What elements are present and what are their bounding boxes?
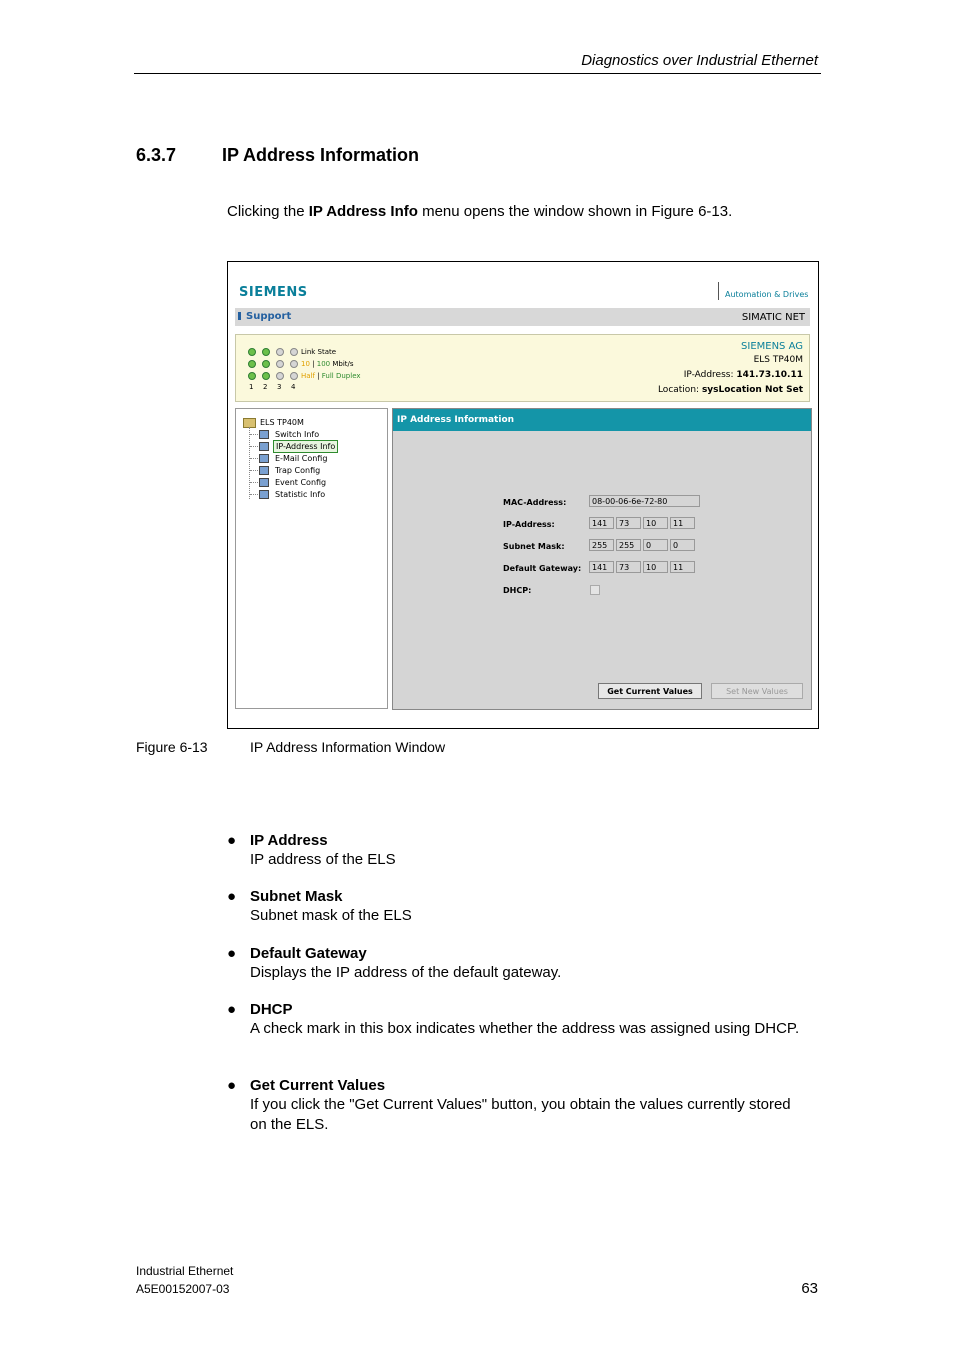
support-label: Support bbox=[246, 311, 292, 322]
header-rule bbox=[134, 73, 821, 74]
ip-octet-2[interactable]: 73 bbox=[616, 517, 641, 529]
navigation-tree bbox=[235, 408, 388, 709]
item-title-subnet-mask: Subnet Mask bbox=[250, 888, 343, 905]
page-icon bbox=[259, 430, 269, 439]
led-link-port-2 bbox=[262, 348, 270, 356]
tree-branch bbox=[250, 470, 258, 471]
support-link[interactable] bbox=[238, 311, 291, 322]
legend-speed-10: 10 bbox=[301, 360, 310, 368]
tree-branch bbox=[250, 434, 258, 435]
set-new-values-button[interactable]: Set New Values bbox=[711, 683, 803, 699]
figure-screenshot bbox=[227, 261, 819, 729]
subnet-mask-label: Subnet Mask: bbox=[503, 542, 565, 551]
tree-branch bbox=[250, 458, 258, 459]
led-link-port-4 bbox=[290, 348, 298, 356]
figure-caption-number: Figure 6-13 bbox=[136, 739, 208, 755]
get-current-values-button[interactable]: Get Current Values bbox=[598, 683, 702, 699]
port-number-3: 3 bbox=[277, 383, 282, 391]
tree-branch bbox=[250, 446, 258, 447]
led-link-port-1 bbox=[248, 348, 256, 356]
led-duplex-port-4 bbox=[290, 372, 298, 380]
gateway-octet-2[interactable]: 73 bbox=[616, 561, 641, 573]
led-speed-port-4 bbox=[290, 360, 298, 368]
legend-speed-unit: Mbit/s bbox=[330, 360, 354, 368]
legend-speed-100: 100 bbox=[316, 360, 331, 368]
legend-duplex-half: Half bbox=[301, 372, 315, 380]
page-icon bbox=[259, 442, 269, 451]
intro-before: Clicking the bbox=[227, 203, 309, 220]
subnet-octet-4[interactable]: 0 bbox=[670, 539, 695, 551]
mac-address-field[interactable]: 08-00-06-6e-72-80 bbox=[589, 495, 700, 507]
item-title-get-current-values: Get Current Values bbox=[250, 1077, 386, 1094]
item-desc-get-current-values: If you click the "Get Current Values" button, you obtain the values currently stored on the ELS. bbox=[250, 1096, 791, 1133]
item-desc-default-gateway: Displays the IP address of the default gateway. bbox=[250, 964, 562, 981]
simatic-net-label: SIMATIC NET bbox=[741, 312, 805, 323]
tree-item-trap-config[interactable]: Trap Config bbox=[275, 466, 321, 475]
siemens-logo: SIEMENS bbox=[239, 285, 308, 300]
tree-item-ip-address-info[interactable]: IP-Address Info bbox=[273, 440, 338, 453]
tree-item-statistic-info[interactable]: Statistic Info bbox=[275, 490, 326, 499]
item-title-default-gateway: Default Gateway bbox=[250, 945, 367, 962]
page-icon bbox=[259, 454, 269, 463]
dhcp-label: DHCP: bbox=[503, 586, 532, 595]
port-number-4: 4 bbox=[291, 383, 296, 391]
subnet-octet-2[interactable]: 255 bbox=[616, 539, 641, 551]
dhcp-checkbox[interactable] bbox=[590, 585, 600, 595]
ip-address-label: IP-Address: bbox=[503, 520, 555, 529]
tree-connector bbox=[249, 427, 250, 499]
panel-title: IP Address Information bbox=[397, 415, 515, 425]
running-header: Diagnostics over Industrial Ethernet bbox=[581, 52, 818, 69]
gateway-octet-4[interactable]: 11 bbox=[670, 561, 695, 573]
footer-product: Industrial Ethernet bbox=[136, 1264, 234, 1278]
led-link-port-3 bbox=[276, 348, 284, 356]
bullet-marker: ● bbox=[227, 832, 237, 849]
legend-duplex bbox=[301, 372, 361, 380]
ip-address-panel bbox=[392, 408, 812, 710]
led-speed-port-1 bbox=[248, 360, 256, 368]
section-number: 6.3.7 bbox=[136, 145, 177, 165]
page-icon bbox=[259, 490, 269, 499]
tree-root[interactable]: ELS TP40M bbox=[260, 418, 304, 427]
device-ip-label: IP-Address: bbox=[683, 370, 734, 380]
led-duplex-port-1 bbox=[248, 372, 256, 380]
gateway-octet-1[interactable]: 141 bbox=[589, 561, 614, 573]
subnet-octet-1[interactable]: 255 bbox=[589, 539, 614, 551]
device-location-value: sysLocation Not Set bbox=[701, 385, 803, 395]
tree-branch bbox=[250, 494, 258, 495]
footer-doc-id: A5E00152007-03 bbox=[136, 1282, 230, 1296]
device-location bbox=[658, 385, 803, 395]
item-title-ip-address: IP Address bbox=[250, 832, 328, 849]
legend-duplex-full: Full Duplex bbox=[321, 372, 361, 380]
device-ip-value: 141.73.10.11 bbox=[736, 370, 803, 380]
intro-paragraph bbox=[227, 203, 732, 220]
panel-titlebar bbox=[393, 409, 811, 431]
tree-item-email-config[interactable]: E-Mail Config bbox=[275, 454, 328, 463]
led-duplex-port-2 bbox=[262, 372, 270, 380]
device-company: SIEMENS AG bbox=[741, 341, 803, 352]
bullet-marker: ● bbox=[227, 888, 237, 905]
tree-item-switch-info[interactable]: Switch Info bbox=[275, 430, 320, 439]
ip-octet-1[interactable]: 141 bbox=[589, 517, 614, 529]
gateway-octet-3[interactable]: 10 bbox=[643, 561, 668, 573]
port-number-2: 2 bbox=[263, 383, 268, 391]
ip-octet-4[interactable]: 11 bbox=[670, 517, 695, 529]
header-divider bbox=[718, 282, 719, 300]
automation-drives-link[interactable]: Automation & Drives bbox=[725, 290, 809, 299]
legend-speed-sep: | bbox=[309, 360, 317, 368]
led-speed-port-2 bbox=[262, 360, 270, 368]
page-icon bbox=[259, 478, 269, 487]
bullet-marker: ● bbox=[227, 1001, 237, 1018]
intro-after: menu opens the window shown in Figure 6-13. bbox=[417, 203, 733, 220]
legend-link-state: Link State bbox=[301, 348, 337, 356]
section-title: IP Address Information bbox=[222, 145, 420, 165]
led-speed-port-3 bbox=[276, 360, 284, 368]
page-number: 63 bbox=[801, 1280, 818, 1297]
legend-duplex-sep: | bbox=[314, 372, 322, 380]
item-title-dhcp: DHCP bbox=[250, 1001, 293, 1018]
subnet-octet-3[interactable]: 0 bbox=[643, 539, 668, 551]
tree-item-event-config[interactable]: Event Config bbox=[275, 478, 327, 487]
port-number-1: 1 bbox=[249, 383, 254, 391]
mac-address-label: MAC-Address: bbox=[503, 498, 567, 507]
item-desc-ip-address: IP address of the ELS bbox=[250, 851, 396, 868]
legend-speed bbox=[301, 360, 354, 368]
support-marker-icon bbox=[238, 312, 241, 320]
page-icon bbox=[259, 466, 269, 475]
status-panel bbox=[235, 334, 810, 402]
bullet-marker: ● bbox=[227, 945, 237, 962]
led-duplex-port-3 bbox=[276, 372, 284, 380]
device-location-label: Location: bbox=[657, 385, 700, 395]
tree-branch bbox=[250, 482, 258, 483]
bullet-marker: ● bbox=[227, 1077, 237, 1094]
intro-bold: IP Address Info bbox=[308, 203, 418, 220]
figure-caption-text: IP Address Information Window bbox=[250, 739, 446, 755]
item-desc-subnet-mask: Subnet mask of the ELS bbox=[250, 907, 412, 924]
default-gateway-label: Default Gateway: bbox=[503, 564, 582, 573]
device-ip bbox=[684, 370, 803, 380]
device-model: ELS TP40M bbox=[753, 355, 803, 365]
ip-octet-3[interactable]: 10 bbox=[643, 517, 668, 529]
item-desc-dhcp: A check mark in this box indicates whether the address was assigned using DHCP. bbox=[250, 1020, 800, 1037]
